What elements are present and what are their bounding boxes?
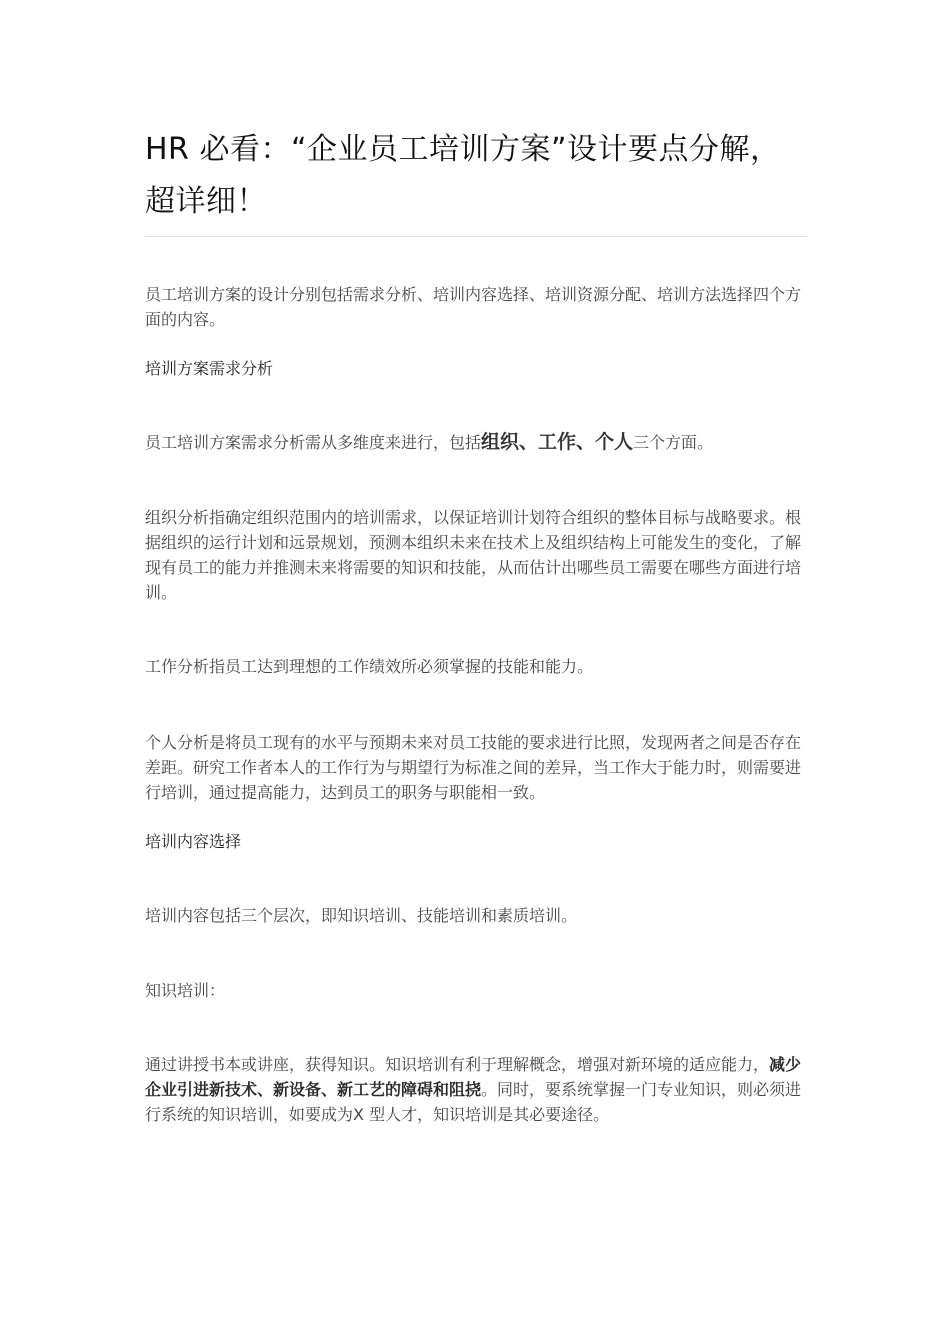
need-analysis-text-before: 员工培训方案需求分析需从多维度来进行，包括 bbox=[145, 433, 482, 452]
section-heading-need-analysis: 培训方案需求分析 bbox=[145, 359, 274, 378]
knowledge-training-paragraph bbox=[145, 1052, 807, 1127]
work-analysis-paragraph: 工作分析指员工达到理想的工作绩效所必须掌握的技能和能力。 bbox=[145, 657, 594, 676]
knowledge-training-label: 知识培训： bbox=[145, 981, 226, 1000]
knowledge-text-before: 通过讲授书本或讲座，获得知识。知识培训有利于理解概念，增强对新环境的适应能力， bbox=[145, 1055, 770, 1074]
knowledge-text-after: 型人才，知识培训是其必要途径。 bbox=[363, 1105, 610, 1124]
knowledge-text-bold: 减少企业引进新技术、新设备、新工艺的障碍和阻挠 bbox=[145, 1055, 802, 1099]
knowledge-text-middle: 。同时，要系统掌握一门专业知识，则必须进行系统的知识培训，如要成为 bbox=[145, 1080, 802, 1124]
need-analysis-text-after: 三个方面。 bbox=[633, 433, 714, 452]
knowledge-text-x-letter: X bbox=[353, 1105, 364, 1124]
title-divider bbox=[145, 236, 807, 237]
org-analysis-paragraph: 组织分析指确定组织范围内的培训需求，以保证培训计划符合组织的整体目标与战略要求。根据组织的运行计划和远景规划，预测本组织未来在技术上及组织结构上可能发生的变化，了解现有员工的能力并推测未来将需要的知识和技能，从而估计出哪些员工需要在哪些方面进行培训。 bbox=[145, 508, 802, 602]
article-title: HR 必看：“企业员工培训方案”设计要点分解，超详细！ bbox=[145, 132, 781, 219]
intro-paragraph: 员工培训方案的设计分别包括需求分析、培训内容选择、培训资源分配、培训方法选择四个方面的内容。 bbox=[145, 285, 802, 329]
personal-analysis-paragraph: 个人分析是将员工现有的水平与预期未来对员工技能的要求进行比照，发现两者之间是否存在差距。研究工作者本人的工作行为与期望行为标准之间的差异，当工作大于能力时，则需要进行培训，通过提高能力，达到员工的职务与职能相一致。 bbox=[145, 733, 802, 802]
need-analysis-paragraph bbox=[145, 430, 807, 455]
section-heading-content-selection: 培训内容选择 bbox=[145, 832, 242, 851]
need-analysis-highlight: 组织、工作、个人 bbox=[481, 431, 634, 453]
content-levels-paragraph: 培训内容包括三个层次，即知识培训、技能培训和素质培训。 bbox=[145, 906, 578, 925]
